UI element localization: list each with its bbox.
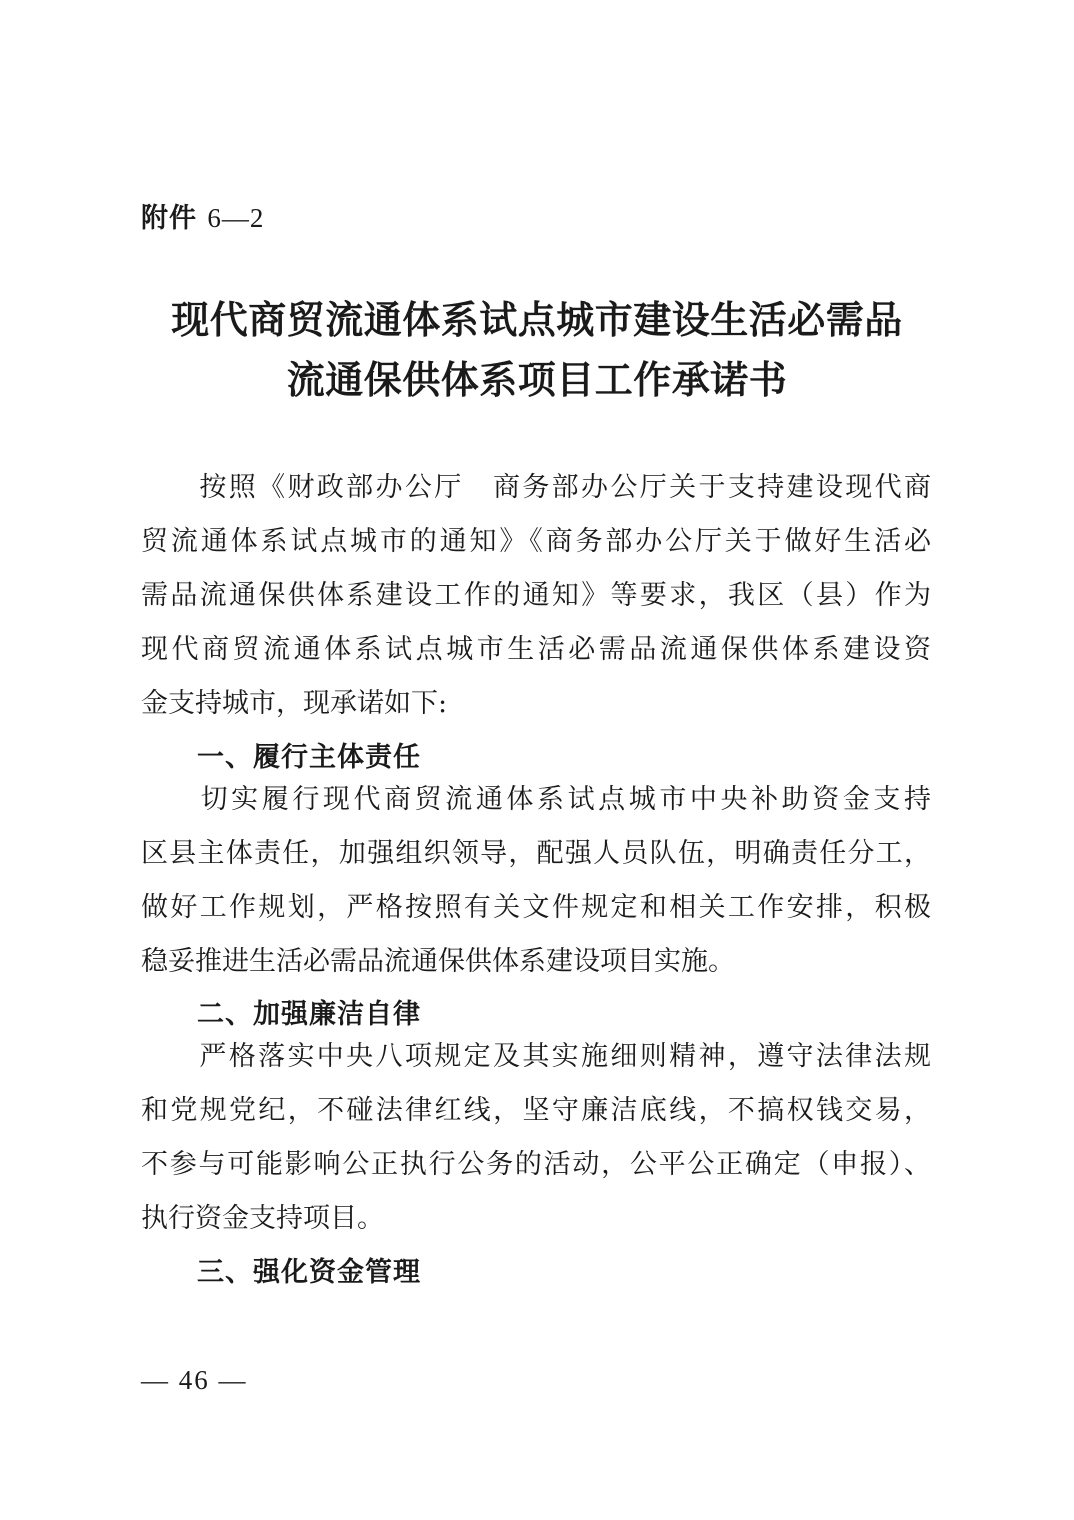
section-2-line-1: 严格落实中央八项规定及其实施细则精神，遵守法律法规: [197, 1041, 931, 1072]
section-2-line-4: 执行资金支持项目。: [141, 1203, 384, 1234]
section-2-line-2: 和党规党纪，不碰法律红线，坚守廉洁底线，不搞权钱交易，: [141, 1095, 931, 1126]
section-heading-3: 三、强化资金管理: [197, 1257, 421, 1288]
section-heading-2: 二、加强廉洁自律: [197, 999, 421, 1030]
intro-line-2: 贸流通体系试点城市的通知》《商务部办公厅关于做好生活必: [141, 526, 931, 557]
title-line-1: 现代商贸流通体系试点城市建设生活必需品: [171, 297, 903, 342]
intro-line-4: 现代商贸流通体系试点城市生活必需品流通保供体系建设资: [141, 634, 931, 665]
attachment-label: [141, 196, 264, 235]
section-2-line-3: 不参与可能影响公正执行公务的活动，公平公正确定（申报）、: [141, 1149, 931, 1180]
section-heading-1: 一、履行主体责任: [197, 742, 421, 773]
document-title: [100, 290, 974, 410]
section-1-line-2: 区县主体责任，加强组织领导，配强人员队伍，明确责任分工，: [141, 838, 931, 869]
section-1-line-3: 做好工作规划，严格按照有关文件规定和相关工作安排，积极: [141, 892, 931, 923]
intro-line-1: 按照《财政部办公厅 商务部办公厅关于支持建设现代商: [197, 472, 931, 503]
intro-line-5: 金支持城市，现承诺如下:: [141, 688, 448, 719]
attachment-prefix: 附件: [141, 203, 208, 234]
page-number: — 46 —: [141, 1365, 248, 1395]
attachment-number: 6—2: [207, 203, 265, 233]
intro-line-3: 需品流通保供体系建设工作的通知》等要求，我区（县）作为: [141, 580, 931, 611]
title-line-2: 流通保供体系项目工作承诺书: [286, 357, 788, 402]
section-1-line-1: 切实履行现代商贸流通体系试点城市中央补助资金支持: [197, 784, 931, 815]
section-1-line-4: 稳妥推进生活必需品流通保供体系建设项目实施。: [141, 946, 735, 977]
